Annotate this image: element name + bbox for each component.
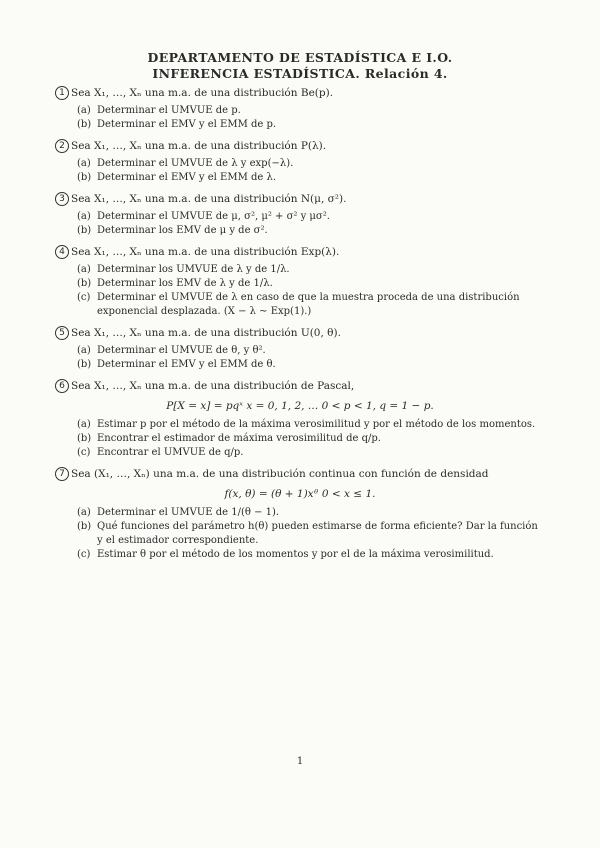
course-title xyxy=(0,66,600,82)
subitem-label: (b) xyxy=(77,359,92,370)
subitem-text: Estimar p por el método de la máxima verosimilitud y por el método de los momentos. xyxy=(97,419,536,430)
subitem-label: (b) xyxy=(77,278,92,289)
problem-3 xyxy=(55,192,545,238)
subitem-text: Determinar el EMV y el EMM de λ. xyxy=(97,172,277,183)
subitem xyxy=(77,157,545,171)
subitem-list xyxy=(55,344,545,372)
subitem-list xyxy=(55,263,545,319)
problem-statement xyxy=(55,245,545,260)
problem-6 xyxy=(55,379,545,460)
subitem xyxy=(77,277,545,291)
problem-statement-text: Sea X₁, …, Xₙ una m.a. de una distribución de Pascal, xyxy=(71,380,355,392)
problem-statement xyxy=(55,192,545,207)
subitem xyxy=(77,418,545,432)
course-name: INFERENCIA ESTADÍSTICA. xyxy=(152,66,361,81)
subitem xyxy=(77,344,545,358)
subitem-text: Determinar el EMV y el EMM de θ. xyxy=(97,359,276,370)
subitem xyxy=(77,506,545,520)
subitem-text: Determinar el UMVUE de 1/(θ − 1). xyxy=(97,507,280,518)
subitem xyxy=(77,432,545,446)
subitem-text: Encontrar el UMVUE de q/p. xyxy=(97,447,244,458)
subitem-list xyxy=(55,104,545,132)
problem-statement xyxy=(55,467,545,482)
subitem-label: (c) xyxy=(77,549,91,560)
subitem-text: Determinar el UMVUE de λ y exp(−λ). xyxy=(97,158,294,169)
subitem-label: (b) xyxy=(77,521,92,532)
subitem-text: Determinar el UMVUE de p. xyxy=(97,105,241,116)
subitem xyxy=(77,263,545,277)
subitem xyxy=(77,520,545,548)
subitem-text: Estimar θ por el método de los momentos y por el de la máxima verosimilitud. xyxy=(97,549,494,560)
subitem-text: Determinar los EMV de λ y de 1/λ. xyxy=(97,278,273,289)
problem-statement xyxy=(55,379,545,394)
problem-statement-text: Sea X₁, …, Xₙ una m.a. de una distribución N(μ, σ²). xyxy=(71,193,347,205)
page-number: 1 xyxy=(296,756,304,767)
problem-number-circle: 2 xyxy=(55,139,69,153)
subitem-text: Determinar el UMVUE de θ, y θ². xyxy=(97,345,266,356)
problem-number-circle: 3 xyxy=(55,192,69,206)
subitem-list xyxy=(55,506,545,562)
problem-statement xyxy=(55,86,545,101)
problem-number-circle: 6 xyxy=(55,379,69,393)
problem-5 xyxy=(55,326,545,372)
subitem xyxy=(77,118,545,132)
problem-number-circle: 7 xyxy=(55,467,69,481)
problem-statement xyxy=(55,326,545,341)
subitem-label: (a) xyxy=(77,211,91,222)
department-title: DEPARTAMENTO DE ESTADÍSTICA E I.O. xyxy=(147,50,453,65)
subitem-text: Determinar el EMV y el EMM de p. xyxy=(97,119,277,130)
problem-4 xyxy=(55,245,545,319)
subitem-label: (a) xyxy=(77,419,91,430)
subitem xyxy=(77,548,545,562)
subitem-text: Qué funciones del parámetro h(θ) pueden estimarse de forma eficiente? Dar la función y el estimador correspondiente. xyxy=(97,521,538,546)
subitem-label: (a) xyxy=(77,264,91,275)
problem-statement-text: Sea X₁, …, Xₙ una m.a. de una distribución Exp(λ). xyxy=(71,246,340,258)
problem-formula: P[X = x] = pqˣ x = 0, 1, 2, … 0 < p < 1, q = 1 − p. xyxy=(166,400,434,412)
problem-number-circle: 4 xyxy=(55,245,69,259)
subitem-text: Determinar los EMV de μ y de σ². xyxy=(97,225,268,236)
subitem-text: Encontrar el estimador de máxima verosimilitud de q/p. xyxy=(97,433,381,444)
subitem-label: (c) xyxy=(77,292,91,303)
subitem-text: Determinar los UMVUE de λ y de 1/λ. xyxy=(97,264,290,275)
problem-statement-text: Sea (X₁, …, Xₙ) una m.a. de una distribución continua con función de densidad xyxy=(71,468,489,480)
problem-formula: f(x, θ) = (θ + 1)xᶿ 0 < x ≤ 1. xyxy=(224,488,376,500)
subitem xyxy=(77,446,545,460)
subitem-list xyxy=(55,418,545,460)
problem-statement-text: Sea X₁, …, Xₙ una m.a. de una distribución U(0, θ). xyxy=(71,327,341,339)
subitem-list xyxy=(55,210,545,238)
subitem-label: (a) xyxy=(77,345,91,356)
problem-list xyxy=(55,86,545,569)
problem-statement xyxy=(55,139,545,154)
problem-number-circle: 5 xyxy=(55,326,69,340)
document-header xyxy=(0,50,600,82)
subitem-label: (a) xyxy=(77,507,91,518)
subitem xyxy=(77,104,545,118)
subitem-label: (b) xyxy=(77,225,92,236)
subitem xyxy=(77,171,545,185)
subitem-text: Determinar el UMVUE de λ en caso de que la muestra proceda de una distribución exponencial desplazada. (X − λ ∼ Exp(1).) xyxy=(97,292,520,317)
subitem xyxy=(77,291,545,319)
subitem xyxy=(77,210,545,224)
subitem xyxy=(77,224,545,238)
problem-1 xyxy=(55,86,545,132)
problem-statement-text: Sea X₁, …, Xₙ una m.a. de una distribución Be(p). xyxy=(71,87,334,99)
subitem-text: Determinar el UMVUE de μ, σ², μ² + σ² y μσ². xyxy=(97,211,330,222)
subitem-label: (c) xyxy=(77,447,91,458)
relation-label: Relación 4. xyxy=(364,66,448,81)
subitem-label: (b) xyxy=(77,172,92,183)
subitem xyxy=(77,358,545,372)
subitem-label: (a) xyxy=(77,158,91,169)
problem-2 xyxy=(55,139,545,185)
problem-7 xyxy=(55,467,545,562)
problem-statement-text: Sea X₁, …, Xₙ una m.a. de una distribución P(λ). xyxy=(71,140,327,152)
subitem-list xyxy=(55,157,545,185)
subitem-label: (b) xyxy=(77,433,92,444)
subitem-label: (a) xyxy=(77,105,91,116)
subitem-label: (b) xyxy=(77,119,92,130)
problem-number-circle: 1 xyxy=(55,86,69,100)
